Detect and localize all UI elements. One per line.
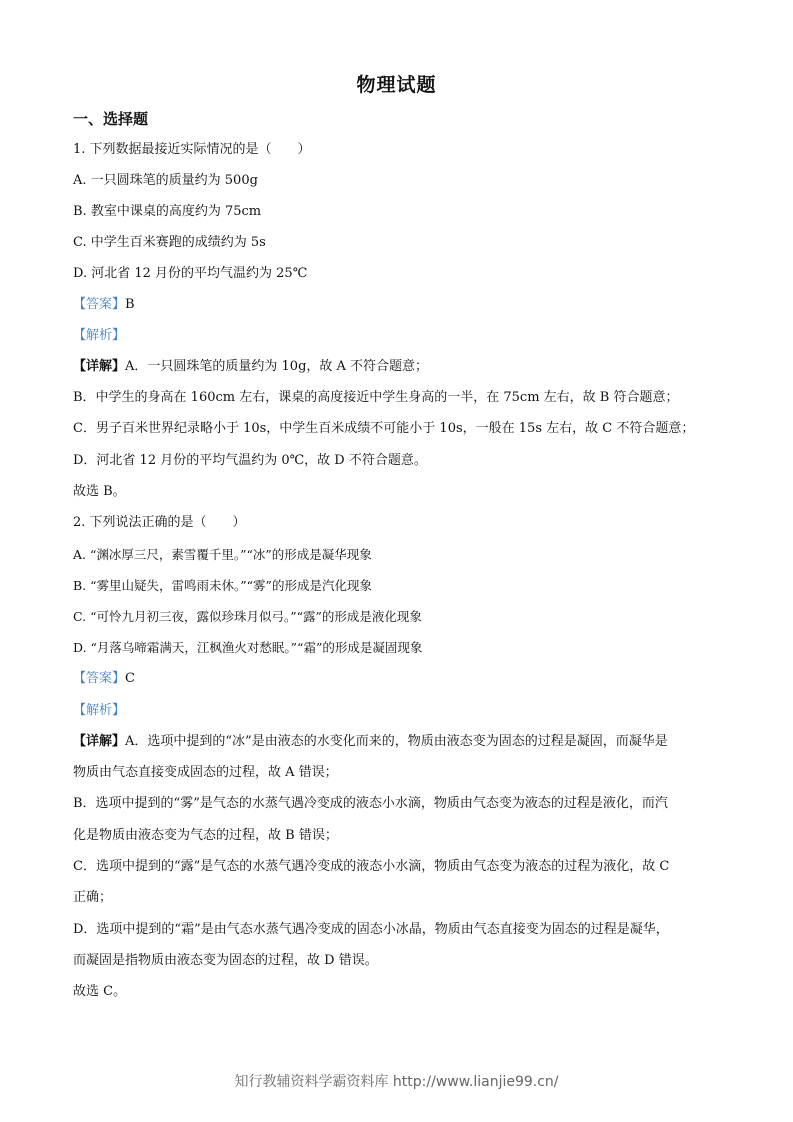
detail-label: 【详解】 (73, 734, 126, 749)
q1-detail-line (73, 358, 428, 376)
q1-option-a: A. 一只圆珠笔的质量约为 500g (73, 173, 258, 188)
q2-option-d: D. “月落乌啼霜满天，江枫渔火对愁眠。”“霜”的形成是凝固现象 (73, 640, 423, 655)
q2-detail-line (73, 733, 668, 751)
q1-detail-line: C．男子百米世界纪录略小于 10s，中学生百米成绩不可能小于 10s，一般在 15s 左右，故 C 不符合题意； (73, 421, 695, 436)
q2-detail-line: 正确； (73, 890, 113, 905)
q1-answer (73, 296, 135, 314)
page-title: 物理试题 (356, 74, 437, 96)
q2-option-b: B. “雾里山疑失，雷鸣雨未休。”“雾”的形成是汽化现象 (73, 578, 372, 593)
q1-conclusion: 故选 B。 (73, 484, 126, 499)
q1-option-b: B. 教室中课桌的高度约为 75cm (73, 204, 262, 219)
q2-conclusion: 故选 C。 (73, 984, 127, 999)
detail-label: 【详解】 (73, 359, 126, 374)
q1-analysis-label: 【解析】 (73, 328, 126, 343)
q2-option-c: C. “可怜九月初三夜，露似珍珠月似弓。”“露”的形成是液化现象 (73, 609, 422, 624)
q2-detail-line: B．选项中提到的“雾”是气态的水蒸气遇冷变成的液态小水滴，物质由气态变为液态的过程是液化，而汽 (73, 796, 668, 811)
q2-detail-line: 而凝固是指物质由液态变为固态的过程，故 D 错误。 (73, 953, 378, 968)
answer-label: 【答案】 (73, 297, 126, 312)
answer-value: C (125, 671, 135, 686)
footer-watermark: 知行教辅资料学霸资料库 http://www.lianjie99.cn/ (234, 1074, 559, 1090)
answer-label: 【答案】 (73, 671, 126, 686)
q2-analysis-label: 【解析】 (73, 703, 126, 718)
q1-detail-line: B．中学生的身高在 160cm 左右，课桌的高度接近中学生身高的一半，在 75cm 左右，故 B 符合题意； (73, 390, 679, 405)
q2-option-a: A. “渊冰厚三尺，素雪覆千里。”“冰”的形成是凝华现象 (73, 547, 372, 562)
answer-value: B (125, 297, 135, 312)
q2-detail-line: D．选项中提到的“霜”是由气态水蒸气遇冷变成的固态小冰晶，物质由气态直接变为固态的过程是凝华， (73, 922, 669, 937)
q1-option-c: C. 中学生百米赛跑的成绩约为 5s (73, 235, 266, 250)
q1-stem: 1. 下列数据最接近实际情况的是（ ） (73, 142, 311, 157)
section-heading: 一、选择题 (73, 110, 149, 128)
q2-detail-line: 化是物质由液态变为气态的过程，故 B 错误； (73, 828, 338, 843)
q2-answer (73, 670, 135, 688)
q1-detail-line: D．河北省 12 月份的平均气温约为 0℃，故 D 不符合题意。 (73, 453, 427, 468)
q2-detail-line: 物质由气态直接变成固态的过程，故 A 错误； (73, 765, 338, 780)
q2-stem: 2. 下列说法正确的是（ ） (73, 515, 246, 530)
q1-option-d: D. 河北省 12 月份的平均气温约为 25℃ (73, 266, 308, 281)
q2-detail-line: C．选项中提到的“露”是气态的水蒸气遇冷变成的液态小水滴，物质由气态变为液态的过程为液化，故 C (73, 859, 670, 874)
detail-text: A．选项中提到的“冰”是由液态的水变化而来的，物质由液态变为固态的过程是凝固，而凝华是 (125, 734, 668, 749)
detail-text: A．一只圆珠笔的质量约为 10g，故 A 不符合题意； (125, 359, 429, 374)
